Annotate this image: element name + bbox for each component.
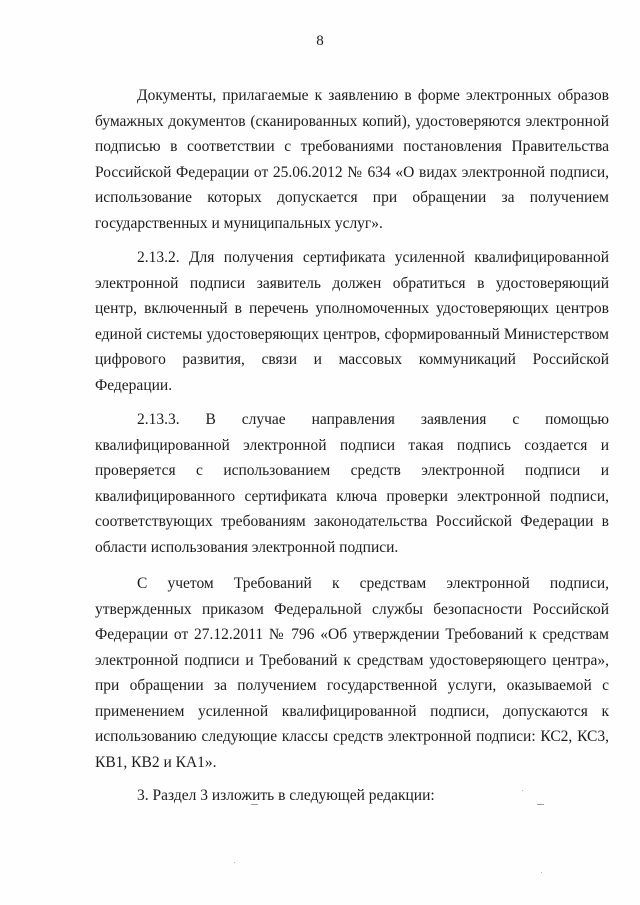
paragraph-2-13-3: 2.13.3. В случае направления заявления с помощью квалифицированной электронной подписи такая подпись создается и проверяется с использованием средств электронной подписи и квалифицированного сертификата ключа проверки электронной подписи, соответствующих требованиям законодательства Российской Федерации в области использования электронной подписи. <box>95 411 609 556</box>
scan-artifact <box>251 804 258 805</box>
scan-artifact <box>522 790 523 791</box>
scan-artifact <box>537 804 544 805</box>
scan-artifact <box>234 862 235 863</box>
paragraph-fsb-requirements: С учетом Требований к средствам электронной подписи, утвержденных приказом Федеральной службы безопасности Российской Федерации от 27.12.2011 № 796 «Об утверждении Требований к средствам электронной подписи и Требований к средствам удостоверяющего центра», при обращении за получением государственной услуги, оказываемой с применением усиленной квалифицированной подписи, допускаются к использованию следующие классы средств электронной подписи: КС2, КС3, КВ1, КВ2 и КА1». <box>95 575 609 771</box>
paragraph-2-13-2: 2.13.2. Для получения сертификата усиленной квалифицированной электронной подписи заявитель должен обратиться в удостоверяющий центр, включенный в перечень уполномоченных удостоверяющих центров единой системы удостоверяющих центров, сформированный Министерством цифрового развития, связи и массовых коммуникаций Российской Федерации. <box>95 249 609 394</box>
scan-artifact <box>541 872 542 873</box>
paragraph-electronic-documents: Документы, прилагаемые к заявлению в форме электронных образов бумажных документов (сканированных копий), удостоверяются электронной подписью в соответствии с требованиями постановления Правительства Российской Федерации от 25.06.2012 № 634 «О видах электронной подписи, использование которых допускается при обращении за получением государственных и муниципальных услуг». <box>95 87 609 232</box>
document-body <box>95 83 609 809</box>
paragraph-section-3: 3. Раздел 3 изложить в следующей редакции: <box>137 787 435 804</box>
page-number: 8 <box>316 33 324 49</box>
